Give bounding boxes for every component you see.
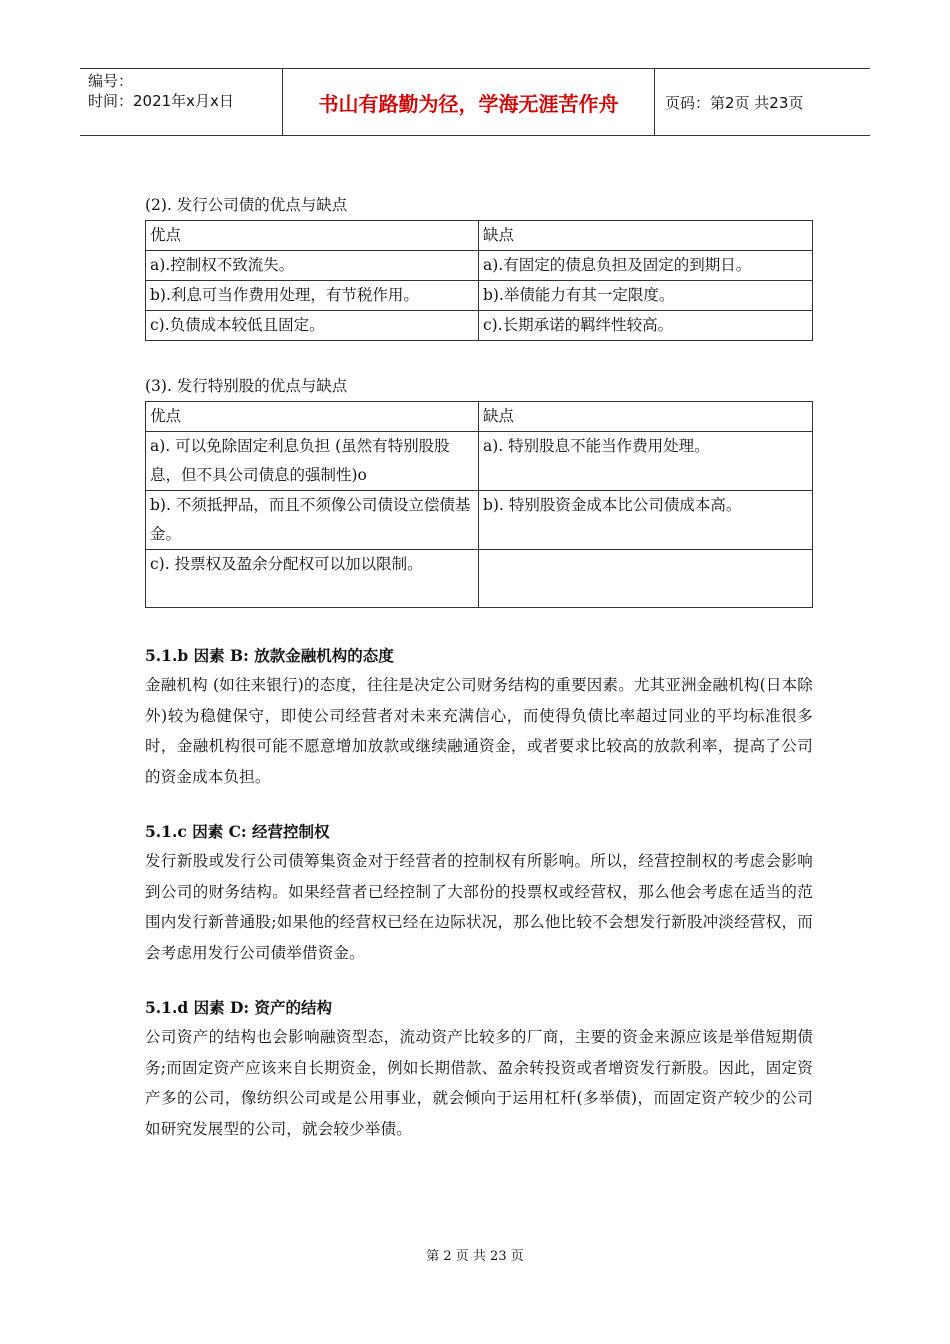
table-cell: b).利息可当作费用处理，有节税作用。 [146, 281, 479, 311]
table-cell: c).长期承诺的羁绊性较高。 [479, 311, 813, 341]
table-head-cell: 优点 [146, 402, 479, 432]
section-body-asset-structure: 公司资产的结构也会影响融资型态，流动资产比较多的厂商，主要的资金来源应该是举借短期债务;而固定资产应该来自长期资金，例如长期借款、盈余转投资或者增资发行新股。因此，固定资产多的公司，像纺织公司或是公用事业，就会倾向于运用杠杆(多举债)，而固定资产较少的公司如研究发展型的公司，就会较少举债。 [145, 1028, 813, 1138]
table-head-cell: 缺点 [479, 221, 813, 251]
page-footer: 第 2 页 共 23 页 [426, 1249, 524, 1264]
header-meta [80, 69, 282, 135]
table3-caption: (3). 发行特别股的优点与缺点 [145, 377, 348, 395]
table-cell: c). 投票权及盈余分配权可以加以限制。 [146, 550, 479, 608]
table-cell: a). 特别股息不能当作费用处理。 [479, 432, 813, 491]
table-cell: b). 不须抵押品，而且不须像公司债设立偿债基金。 [146, 491, 479, 550]
table-cell: a). 可以免除固定利息负担 (虽然有特别股股息，但不具公司债息的强制性)o [146, 432, 479, 491]
table-header-row [146, 402, 813, 432]
page-content [145, 190, 813, 1144]
table-row [146, 251, 813, 281]
header-number: 编号： [88, 72, 134, 90]
table2-caption: (2). 发行公司债的优点与缺点 [145, 196, 348, 214]
section-body-lender-attitude: 金融机构 (如往来银行)的态度，往往是决定公司财务结构的重要因素。尤其亚洲金融机构(日本除外)较为稳健保守，即使公司经营者对未来充满信心，而使得负债比率超过同业的平均标准很多时，金融机构很可能不愿意增加放款或继续融通资金，或者要求比较高的放款利率，提高了公司的资金成本负担。 [145, 676, 813, 786]
header-motto: 书山有路勤为径，学海无涯苦作舟 [282, 69, 655, 135]
section-title-control: 5.1.c 因素 C: 经营控制权 [145, 822, 330, 841]
section-body-control: 发行新股或发行公司债筹集资金对于经营者的控制权有所影响。所以，经营控制权的考虑会影响到公司的财务结构。如果经营者已经控制了大部份的投票权或经营权，那么他会考虑在适当的范围内发行新普通股;如果他的经营权已经在边际状况，那么他比较不会想发行新股冲淡经营权，而会考虑用发行公司债举借资金。 [145, 852, 813, 962]
section-title-asset-structure: 5.1.d 因素 D: 资产的结构 [145, 998, 333, 1017]
table-head-cell: 缺点 [479, 402, 813, 432]
table-cell: a).控制权不致流失。 [146, 251, 479, 281]
table-cell: b).举债能力有其一定限度。 [479, 281, 813, 311]
bond-pros-cons-table [145, 220, 813, 341]
table-cell: a).有固定的债息负担及固定的到期日。 [479, 251, 813, 281]
table-row [146, 281, 813, 311]
table-row [146, 432, 813, 491]
table-header-row [146, 221, 813, 251]
preferred-stock-pros-cons-table [145, 401, 813, 608]
header-time: 时间：2021年x月x日 [88, 92, 234, 110]
page-header [80, 68, 870, 136]
table-cell: c).负债成本较低且固定。 [146, 311, 479, 341]
table-row [146, 311, 813, 341]
table-cell [479, 550, 813, 608]
section-title-lender-attitude: 5.1.b 因素 B: 放款金融机构的态度 [145, 646, 394, 665]
header-page-number: 页码：第2页 共23页 [665, 93, 804, 112]
table-cell: b). 特别股资金成本比公司债成本高。 [479, 491, 813, 550]
table-head-cell: 优点 [146, 221, 479, 251]
table-row [146, 550, 813, 608]
table-row [146, 491, 813, 550]
